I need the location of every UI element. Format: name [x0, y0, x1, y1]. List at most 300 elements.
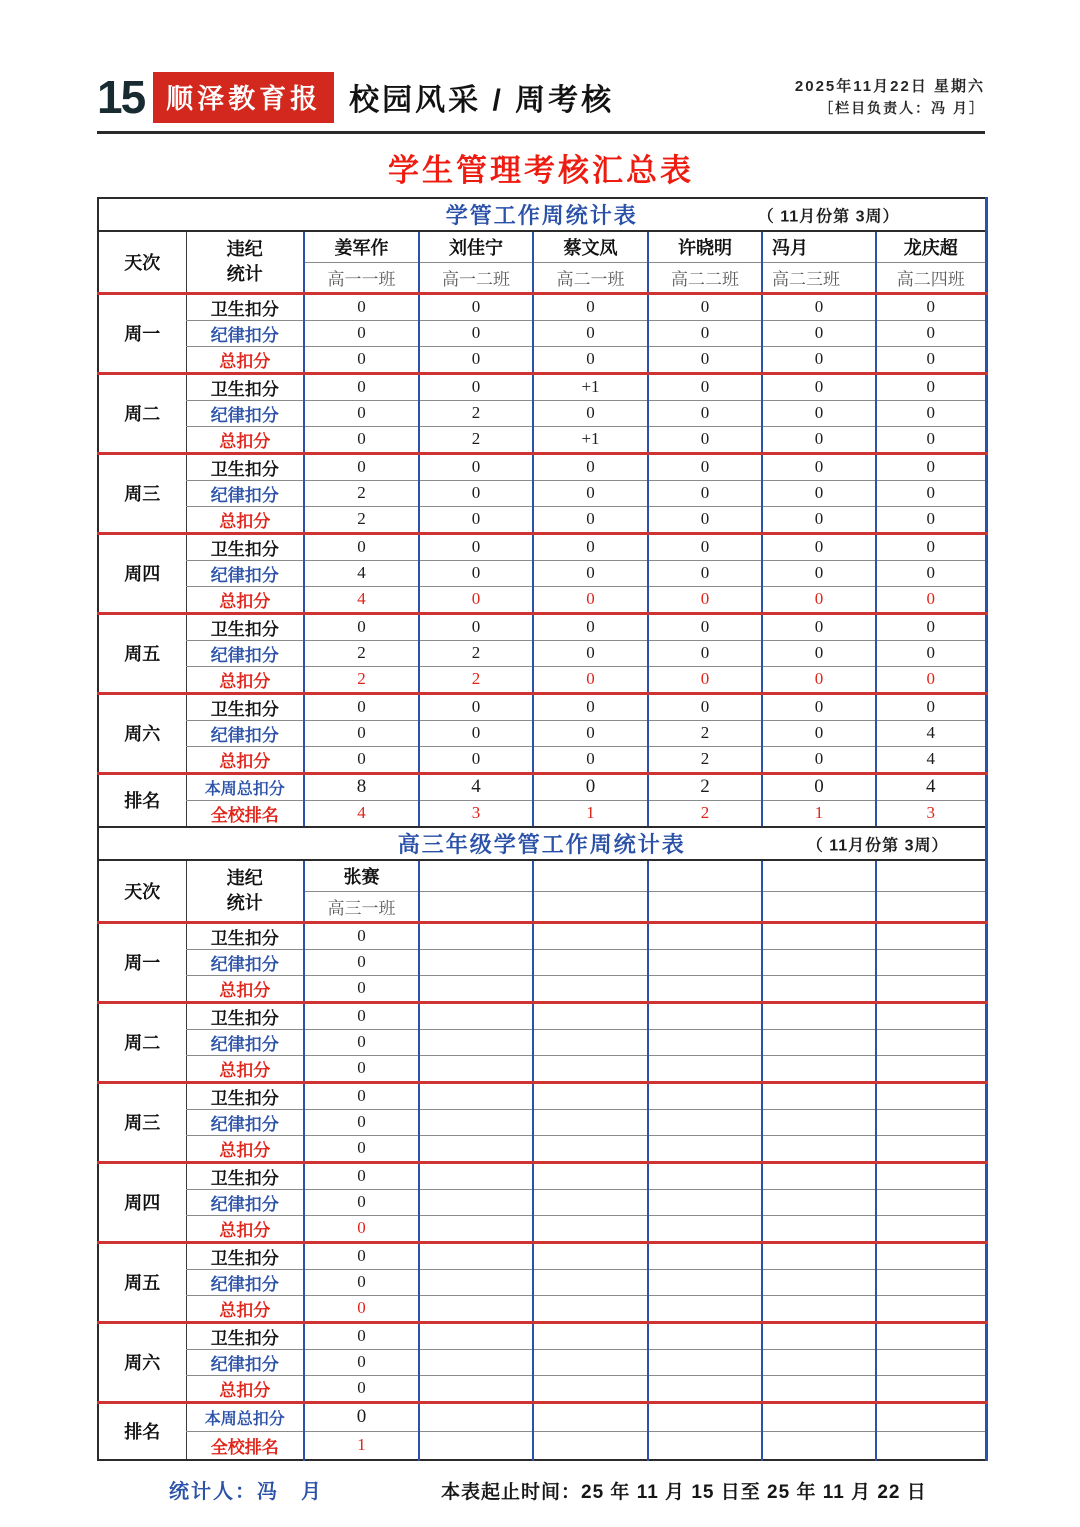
discipline-score-cell — [419, 1189, 533, 1215]
total-score-cell: 0 — [304, 975, 419, 1002]
discipline-score-cell — [648, 949, 762, 975]
total-row-label: 总扣分 — [186, 975, 304, 1002]
hygiene-score-cell — [876, 1242, 986, 1269]
hygiene-score-cell — [876, 1082, 986, 1109]
day-label: 周六 — [98, 693, 186, 773]
table-title-cell — [98, 827, 986, 860]
total-score-cell: 2 — [419, 666, 533, 693]
hygiene-score-cell — [876, 1322, 986, 1349]
hygiene-row-label: 卫生扣分 — [186, 453, 304, 480]
teacher-name — [648, 860, 762, 891]
hygiene-score-cell: 0 — [304, 1322, 419, 1349]
hygiene-score-cell: 0 — [648, 533, 762, 560]
hygiene-score-cell: 0 — [762, 453, 876, 480]
hygiene-score-cell: 0 — [762, 533, 876, 560]
total-score-cell — [762, 1295, 876, 1322]
total-score-cell: 0 — [648, 586, 762, 613]
discipline-score-cell: 0 — [876, 400, 986, 426]
discipline-score-cell — [419, 1269, 533, 1295]
discipline-score-cell: 2 — [304, 640, 419, 666]
discipline-row-label: 纪律扣分 — [186, 1109, 304, 1135]
discipline-row-label: 纪律扣分 — [186, 400, 304, 426]
discipline-row-label: 纪律扣分 — [186, 480, 304, 506]
discipline-score-cell — [533, 1029, 648, 1055]
hygiene-score-cell — [762, 1002, 876, 1029]
day-label: 周四 — [98, 1162, 186, 1242]
total-score-cell — [533, 975, 648, 1002]
hygiene-score-cell: +1 — [533, 373, 648, 400]
discipline-score-cell: 0 — [533, 560, 648, 586]
discipline-score-cell — [533, 1189, 648, 1215]
day-label: 周二 — [98, 373, 186, 453]
hygiene-row-label: 卫生扣分 — [186, 1162, 304, 1189]
school-rank-cell — [419, 1431, 533, 1460]
discipline-score-cell — [419, 1349, 533, 1375]
hygiene-score-cell — [648, 1162, 762, 1189]
hygiene-score-cell: 0 — [648, 293, 762, 320]
hygiene-score-cell: 0 — [762, 373, 876, 400]
total-score-cell: 0 — [304, 1295, 419, 1322]
discipline-score-cell — [648, 1109, 762, 1135]
discipline-score-cell: 0 — [419, 320, 533, 346]
week-total-cell — [648, 1402, 762, 1431]
hygiene-score-cell — [648, 1242, 762, 1269]
discipline-score-cell: 0 — [533, 320, 648, 346]
discipline-score-cell: 0 — [304, 1029, 419, 1055]
table-title: 高三年级学管工作周统计表 — [397, 832, 686, 857]
total-score-cell: 2 — [304, 506, 419, 533]
total-score-cell: 0 — [304, 1055, 419, 1082]
discipline-score-cell: 0 — [304, 1269, 419, 1295]
teacher-name: 张赛 — [304, 860, 419, 891]
day-label: 周一 — [98, 293, 186, 373]
school-rank-cell: 1 — [762, 800, 876, 827]
masthead — [97, 72, 985, 122]
hygiene-score-cell: 0 — [876, 613, 986, 640]
hygiene-score-cell: 0 — [419, 533, 533, 560]
total-row-label: 总扣分 — [186, 1055, 304, 1082]
masthead-divider — [97, 131, 985, 134]
discipline-score-cell: 0 — [648, 640, 762, 666]
hygiene-score-cell: 0 — [876, 453, 986, 480]
total-score-cell — [762, 1375, 876, 1402]
total-score-cell — [419, 1295, 533, 1322]
discipline-row-label: 纪律扣分 — [186, 320, 304, 346]
hygiene-score-cell — [762, 922, 876, 949]
total-score-cell: 0 — [304, 1375, 419, 1402]
hygiene-row-label: 卫生扣分 — [186, 1082, 304, 1109]
hygiene-score-cell — [648, 1082, 762, 1109]
total-score-cell — [648, 1055, 762, 1082]
total-row-label: 总扣分 — [186, 506, 304, 533]
week-total-cell — [876, 1402, 986, 1431]
total-score-cell: 0 — [533, 506, 648, 533]
total-score-cell — [762, 1135, 876, 1162]
school-rank-cell: 3 — [876, 800, 986, 827]
hygiene-score-cell — [533, 1242, 648, 1269]
discipline-score-cell: 0 — [533, 640, 648, 666]
hygiene-score-cell: 0 — [304, 1162, 419, 1189]
hygiene-score-cell: 0 — [419, 453, 533, 480]
total-score-cell: 0 — [762, 506, 876, 533]
discipline-score-cell — [876, 1109, 986, 1135]
hygiene-score-cell: 0 — [533, 613, 648, 640]
hygiene-score-cell — [419, 1162, 533, 1189]
stat-header-line1: 违纪 — [226, 867, 263, 888]
week-total-cell — [762, 1402, 876, 1431]
total-score-cell — [648, 1375, 762, 1402]
table-period: （ 11月份第 3周） — [806, 837, 949, 854]
editor-line: ［栏目负责人：冯 月］ — [819, 99, 985, 116]
hygiene-score-cell: 0 — [533, 693, 648, 720]
hygiene-score-cell — [533, 1162, 648, 1189]
total-score-cell — [648, 1295, 762, 1322]
total-score-cell: 0 — [876, 346, 986, 373]
discipline-score-cell: 2 — [648, 720, 762, 746]
hygiene-score-cell — [419, 1082, 533, 1109]
date-block — [795, 75, 985, 120]
hygiene-score-cell: 0 — [876, 293, 986, 320]
hygiene-row-label: 卫生扣分 — [186, 1242, 304, 1269]
total-score-cell — [419, 1135, 533, 1162]
total-score-cell: +1 — [533, 426, 648, 453]
total-score-cell: 0 — [304, 426, 419, 453]
total-score-cell — [419, 1375, 533, 1402]
total-score-cell: 0 — [648, 666, 762, 693]
class-name — [762, 891, 876, 922]
week-total-cell: 8 — [304, 773, 419, 800]
total-score-cell: 4 — [876, 746, 986, 773]
total-row-label: 总扣分 — [186, 1215, 304, 1242]
discipline-score-cell: 0 — [304, 949, 419, 975]
discipline-score-cell — [648, 1029, 762, 1055]
violation-stat-header — [186, 231, 304, 293]
total-score-cell — [762, 1215, 876, 1242]
hygiene-row-label: 卫生扣分 — [186, 613, 304, 640]
day-label: 周三 — [98, 453, 186, 533]
total-score-cell: 2 — [419, 426, 533, 453]
hygiene-score-cell: 0 — [304, 1082, 419, 1109]
discipline-score-cell: 0 — [762, 720, 876, 746]
discipline-score-cell: 0 — [304, 720, 419, 746]
total-row-label: 总扣分 — [186, 1295, 304, 1322]
total-score-cell: 0 — [533, 586, 648, 613]
total-row-label: 总扣分 — [186, 586, 304, 613]
total-row-label: 总扣分 — [186, 746, 304, 773]
class-name: 高一一班 — [304, 262, 419, 293]
week-total-cell: 0 — [304, 1402, 419, 1431]
total-score-cell: 0 — [533, 666, 648, 693]
week-total-cell: 0 — [762, 773, 876, 800]
hygiene-score-cell — [419, 922, 533, 949]
week-total-label: 本周总扣分 — [186, 773, 304, 800]
class-name: 高三一班 — [304, 891, 419, 922]
hygiene-score-cell — [762, 1322, 876, 1349]
hygiene-score-cell — [533, 1082, 648, 1109]
hygiene-score-cell: 0 — [876, 373, 986, 400]
day-column-header: 天次 — [98, 231, 186, 293]
total-score-cell — [648, 1135, 762, 1162]
total-score-cell: 0 — [762, 746, 876, 773]
discipline-score-cell: 0 — [762, 480, 876, 506]
hygiene-score-cell: 0 — [533, 293, 648, 320]
week-total-cell: 4 — [876, 773, 986, 800]
day-label: 周六 — [98, 1322, 186, 1402]
total-score-cell — [419, 975, 533, 1002]
discipline-score-cell — [762, 1029, 876, 1055]
page-number: 15 — [97, 71, 145, 123]
discipline-row-label: 纪律扣分 — [186, 949, 304, 975]
discipline-score-cell: 0 — [304, 1349, 419, 1375]
discipline-score-cell: 2 — [419, 640, 533, 666]
stat-header-line1: 违纪 — [226, 238, 263, 259]
total-score-cell: 0 — [762, 346, 876, 373]
discipline-row-label: 纪律扣分 — [186, 1349, 304, 1375]
discipline-score-cell: 4 — [876, 720, 986, 746]
total-score-cell — [533, 1135, 648, 1162]
total-score-cell — [419, 1055, 533, 1082]
discipline-score-cell: 0 — [419, 560, 533, 586]
class-name: 高二二班 — [648, 262, 762, 293]
hygiene-score-cell — [533, 1002, 648, 1029]
day-label: 周二 — [98, 1002, 186, 1082]
discipline-score-cell — [533, 949, 648, 975]
total-row-label: 总扣分 — [186, 1375, 304, 1402]
hygiene-score-cell: 0 — [648, 453, 762, 480]
hygiene-score-cell — [419, 1002, 533, 1029]
discipline-score-cell: 0 — [876, 320, 986, 346]
week-total-cell: 0 — [533, 773, 648, 800]
discipline-score-cell: 0 — [304, 320, 419, 346]
school-rank-cell: 4 — [304, 800, 419, 827]
school-rank-cell — [762, 1431, 876, 1460]
table-title: 学管工作周统计表 — [445, 203, 638, 228]
total-score-cell — [876, 1215, 986, 1242]
total-score-cell: 0 — [304, 1215, 419, 1242]
hygiene-score-cell: 0 — [876, 533, 986, 560]
teacher-name: 蔡文凤 — [533, 231, 648, 262]
hygiene-score-cell — [876, 1162, 986, 1189]
total-score-cell — [762, 1055, 876, 1082]
discipline-score-cell — [648, 1269, 762, 1295]
hygiene-score-cell — [648, 922, 762, 949]
discipline-score-cell — [419, 949, 533, 975]
hygiene-score-cell: 0 — [648, 373, 762, 400]
hygiene-score-cell: 0 — [648, 693, 762, 720]
total-score-cell: 0 — [876, 666, 986, 693]
total-score-cell: 0 — [876, 426, 986, 453]
hygiene-score-cell — [419, 1242, 533, 1269]
newspaper-logo: 顺泽教育报 — [153, 72, 334, 123]
school-rank-label: 全校排名 — [186, 1431, 304, 1460]
total-row-label: 总扣分 — [186, 346, 304, 373]
hygiene-score-cell: 0 — [304, 373, 419, 400]
rank-label: 排名 — [98, 1402, 186, 1460]
hygiene-score-cell — [762, 1082, 876, 1109]
school-rank-cell — [876, 1431, 986, 1460]
discipline-row-label: 纪律扣分 — [186, 640, 304, 666]
week-total-cell — [419, 1402, 533, 1431]
discipline-score-cell: 0 — [648, 400, 762, 426]
hygiene-score-cell: 0 — [648, 613, 762, 640]
total-score-cell: 0 — [876, 506, 986, 533]
hygiene-row-label: 卫生扣分 — [186, 1002, 304, 1029]
total-score-cell: 0 — [648, 426, 762, 453]
total-score-cell — [876, 975, 986, 1002]
school-rank-cell — [648, 1431, 762, 1460]
hygiene-score-cell: 0 — [304, 613, 419, 640]
discipline-score-cell — [533, 1349, 648, 1375]
discipline-score-cell: 0 — [762, 320, 876, 346]
total-score-cell — [876, 1055, 986, 1082]
discipline-row-label: 纪律扣分 — [186, 1189, 304, 1215]
discipline-score-cell: 2 — [304, 480, 419, 506]
total-row-label: 总扣分 — [186, 666, 304, 693]
hygiene-score-cell — [648, 1322, 762, 1349]
statistician: 统计人：冯 月 — [169, 1481, 323, 1503]
teacher-name — [533, 860, 648, 891]
day-label: 周五 — [98, 1242, 186, 1322]
class-name: 高一二班 — [419, 262, 533, 293]
week-total-label: 本周总扣分 — [186, 1402, 304, 1431]
class-name: 高二三班 — [762, 262, 876, 293]
discipline-score-cell — [876, 1349, 986, 1375]
discipline-score-cell — [876, 1189, 986, 1215]
teacher-name — [876, 860, 986, 891]
hygiene-score-cell — [533, 1322, 648, 1349]
hygiene-score-cell: 0 — [304, 693, 419, 720]
day-label: 周四 — [98, 533, 186, 613]
discipline-score-cell — [762, 1349, 876, 1375]
class-name: 高二一班 — [533, 262, 648, 293]
total-score-cell: 0 — [419, 506, 533, 533]
total-score-cell: 0 — [876, 586, 986, 613]
discipline-score-cell: 2 — [419, 400, 533, 426]
section-title: 校园风采 / 周考核 — [349, 84, 615, 117]
discipline-score-cell: 0 — [648, 560, 762, 586]
discipline-score-cell — [533, 1109, 648, 1135]
hygiene-row-label: 卫生扣分 — [186, 533, 304, 560]
total-score-cell: 0 — [419, 586, 533, 613]
discipline-row-label: 纪律扣分 — [186, 720, 304, 746]
hygiene-score-cell: 0 — [419, 373, 533, 400]
discipline-score-cell: 0 — [648, 320, 762, 346]
discipline-score-cell: 0 — [304, 1109, 419, 1135]
page-content — [97, 0, 985, 1504]
discipline-score-cell: 0 — [876, 480, 986, 506]
total-score-cell — [648, 1215, 762, 1242]
teacher-name: 许晓明 — [648, 231, 762, 262]
hygiene-score-cell: 0 — [304, 922, 419, 949]
teacher-name: 冯月 — [762, 231, 876, 262]
discipline-score-cell: 0 — [419, 480, 533, 506]
hygiene-score-cell: 0 — [762, 693, 876, 720]
hygiene-score-cell: 0 — [304, 453, 419, 480]
total-score-cell — [762, 975, 876, 1002]
total-score-cell — [533, 1375, 648, 1402]
discipline-score-cell: 0 — [533, 480, 648, 506]
discipline-score-cell — [876, 949, 986, 975]
class-name — [419, 891, 533, 922]
discipline-score-cell: 0 — [762, 560, 876, 586]
hygiene-row-label: 卫生扣分 — [186, 693, 304, 720]
discipline-score-cell: 4 — [304, 560, 419, 586]
class-name — [876, 891, 986, 922]
discipline-score-cell: 0 — [762, 640, 876, 666]
class-name — [648, 891, 762, 922]
hygiene-score-cell: 0 — [304, 1242, 419, 1269]
hygiene-score-cell: 0 — [304, 293, 419, 320]
discipline-score-cell: 0 — [304, 1189, 419, 1215]
day-label: 周五 — [98, 613, 186, 693]
discipline-score-cell: 0 — [648, 480, 762, 506]
assessment-table — [97, 197, 988, 1461]
hygiene-score-cell — [876, 922, 986, 949]
total-score-cell: 0 — [762, 586, 876, 613]
total-score-cell: 0 — [648, 346, 762, 373]
discipline-score-cell — [419, 1109, 533, 1135]
discipline-row-label: 纪律扣分 — [186, 560, 304, 586]
total-score-cell — [533, 1295, 648, 1322]
hygiene-score-cell — [762, 1242, 876, 1269]
school-rank-cell: 3 — [419, 800, 533, 827]
total-score-cell: 0 — [762, 426, 876, 453]
discipline-score-cell — [762, 1109, 876, 1135]
discipline-score-cell: 0 — [419, 720, 533, 746]
total-score-cell: 0 — [762, 666, 876, 693]
discipline-score-cell — [419, 1029, 533, 1055]
week-total-cell: 2 — [648, 773, 762, 800]
hygiene-score-cell — [762, 1162, 876, 1189]
total-score-cell: 0 — [419, 346, 533, 373]
table-period: （ 11月份第 3周） — [757, 208, 900, 225]
total-score-cell — [876, 1375, 986, 1402]
total-row-label: 总扣分 — [186, 426, 304, 453]
total-score-cell: 4 — [304, 586, 419, 613]
school-rank-cell — [533, 1431, 648, 1460]
total-score-cell: 0 — [533, 746, 648, 773]
hygiene-row-label: 卫生扣分 — [186, 922, 304, 949]
hygiene-score-cell: 0 — [304, 1002, 419, 1029]
discipline-score-cell — [648, 1349, 762, 1375]
hygiene-row-label: 卫生扣分 — [186, 1322, 304, 1349]
day-label: 周一 — [98, 922, 186, 1002]
rank-label: 排名 — [98, 773, 186, 827]
total-score-cell — [419, 1215, 533, 1242]
hygiene-score-cell: 0 — [762, 613, 876, 640]
stat-header-line2: 统计 — [226, 263, 263, 284]
teacher-name: 龙庆超 — [876, 231, 986, 262]
time-range-note: 本表起止时间：25 年 11 月 15 日至 25 年 11 月 22 日 — [441, 1482, 927, 1503]
class-name: 高二四班 — [876, 262, 986, 293]
day-column-header: 天次 — [98, 860, 186, 922]
total-score-cell — [648, 975, 762, 1002]
discipline-score-cell — [876, 1269, 986, 1295]
hygiene-score-cell: 0 — [304, 533, 419, 560]
hygiene-score-cell: 0 — [762, 293, 876, 320]
hygiene-score-cell — [533, 922, 648, 949]
hygiene-score-cell: 0 — [533, 533, 648, 560]
hygiene-score-cell: 0 — [419, 613, 533, 640]
total-score-cell: 0 — [533, 346, 648, 373]
discipline-row-label: 纪律扣分 — [186, 1029, 304, 1055]
table-title-cell — [98, 198, 986, 231]
total-row-label: 总扣分 — [186, 1135, 304, 1162]
footer — [97, 1475, 985, 1504]
discipline-score-cell — [762, 949, 876, 975]
total-score-cell — [533, 1055, 648, 1082]
hygiene-score-cell: 0 — [876, 693, 986, 720]
